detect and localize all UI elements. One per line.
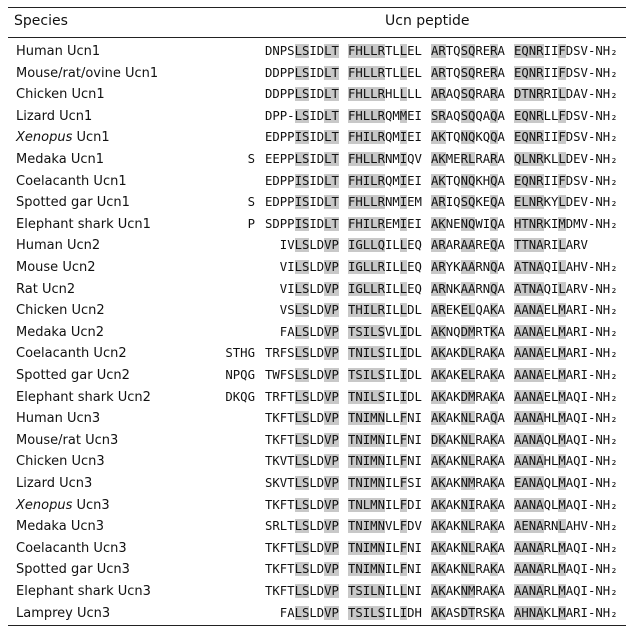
species-name: Xenopus Ucn3	[16, 497, 110, 513]
sequence-segment: FHLLRTLLEL	[348, 65, 422, 80]
sequence-segment: AKAKNLRAKA	[431, 454, 505, 469]
sequence-segment: DNPSLSIDLT	[265, 44, 339, 58]
amide-terminus: -NH₂	[588, 173, 618, 188]
table-row	[0, 42, 636, 63]
species-name: Chicken Ucn1	[16, 87, 105, 103]
table-row	[0, 258, 636, 279]
amide-terminus: -NH₂	[588, 324, 618, 339]
table-row	[0, 388, 636, 409]
species-name: Lamprey Ucn3	[16, 605, 111, 621]
sequence-segment: AKAKNLRAKA	[431, 540, 505, 555]
sequence-segment: THILRILLDL	[348, 303, 422, 318]
sequence-segment: AKAKNMRAKA	[431, 584, 505, 598]
sequence-segment: TWFSLSLDVP	[265, 368, 339, 382]
species-name: Spotted gar Ucn2	[16, 368, 130, 383]
sequence-segment: EANAQLMAQI	[514, 476, 588, 490]
sequence-segment: EQNRIIFDSV	[514, 65, 588, 80]
sequence-segment: TKFTLSLDVP	[265, 540, 339, 555]
amide-terminus: -NH₂	[588, 216, 618, 231]
sequence-segment: AANAQLMAQI	[514, 432, 588, 447]
sequence-segment: FHLLRNMIQV	[348, 152, 422, 166]
sequence-prefix: DKQG	[225, 389, 255, 404]
sequence-segment: ARARAAREQA	[431, 238, 505, 253]
sequence-segment: AANAELMARI	[514, 303, 588, 318]
sequence-segment: EQNRIIFDSV	[514, 173, 588, 188]
table-row	[0, 128, 636, 149]
sequence-segment: TNILSILIDL	[348, 389, 422, 404]
sequence-segment: FHLLRTLLEL	[348, 44, 422, 58]
sequence-segment: TNLMNILFDI	[348, 497, 422, 512]
sequence-segment: TKFTLSLDVP	[265, 432, 339, 447]
amide-terminus: -NH₂	[588, 65, 618, 80]
sequence-segment: TTNARILARV	[514, 238, 588, 253]
amide-terminus: -NH₂	[588, 130, 618, 145]
table-row	[0, 280, 636, 301]
table-row	[0, 539, 636, 560]
sequence-segment: DKAKNLRAKA	[431, 432, 505, 447]
sequence-segment: DDPPLSIDLT	[265, 65, 339, 80]
sequence-segment: TNIMNILFNI	[348, 540, 422, 555]
sequence-segment: AKMERLRARA	[431, 152, 505, 166]
amide-terminus: -NH₂	[588, 346, 618, 361]
sequence-segment: TKFTLSLDVP	[265, 584, 339, 598]
sequence-segment: AKASDTRSKA	[431, 605, 505, 620]
sequence-segment: VILSLDVP	[279, 260, 339, 274]
sequence-segment: ARYKAARNQA	[431, 260, 505, 274]
sequence-segment: AREKELQAKA	[431, 303, 505, 318]
sequence-segment: ARAQSQRARA	[431, 87, 505, 102]
table-row	[0, 582, 636, 603]
sequence-segment: TSILNILLNI	[348, 584, 422, 598]
species-name: Coelacanth Ucn3	[16, 540, 127, 556]
sequence-segment: ELNRKYLDEV	[514, 195, 588, 210]
sequence-segment: AANARLMAQI	[514, 562, 588, 577]
sequence-segment: AKTQNQKQQA	[431, 130, 505, 145]
species-name: Human Ucn2	[16, 238, 101, 254]
species-name: Elephant shark Ucn1	[16, 216, 151, 232]
sequence-segment: TNIMNILFNI	[348, 562, 422, 577]
sequence-segment: EDPPISIDLT	[265, 173, 339, 188]
amide-terminus: -NH₂	[588, 368, 618, 382]
amide-terminus: -NH₂	[588, 476, 618, 490]
sequence-segment: TNIMNILFSI	[348, 476, 422, 490]
species-name: Human Ucn3	[16, 411, 101, 427]
table-row	[0, 64, 636, 85]
sequence-segment: EDPPISIDLT	[265, 130, 339, 145]
sequence-segment: TSILSVLIDL	[348, 324, 422, 339]
sequence-segment: AKAKNLRAKA	[431, 562, 505, 577]
species-genus: Xenopus	[16, 497, 73, 513]
sequence-segment: TRFSLSLDVP	[265, 346, 339, 361]
table-row	[0, 172, 636, 193]
sequence-segment: TNIMNILFNI	[348, 432, 422, 447]
sequence-segment: AKTQNQKHQA	[431, 173, 505, 188]
sequence-segment: TKFTLSLDVP	[265, 497, 339, 512]
amide-terminus: -NH₂	[588, 454, 618, 469]
sequence-segment: ARIQSQKEQA	[431, 195, 505, 210]
sequence-segment: FHLLRNMIEM	[348, 195, 422, 210]
species-name: Mouse/rat/ovine Ucn1	[16, 65, 159, 81]
table-row	[0, 85, 636, 106]
species-name: Elephant shark Ucn3	[16, 584, 151, 599]
sequence-segment: AANAELMAQI	[514, 389, 588, 404]
sequence-segment: AENARNLAHV	[514, 519, 588, 534]
amide-terminus: -NH₂	[588, 195, 618, 210]
amide-terminus: -NH₂	[588, 519, 618, 534]
sequence-segment: FHILREMIEI	[348, 216, 422, 231]
species-name: Elephant shark Ucn2	[16, 389, 151, 405]
sequence-segment: DDPPLSIDLT	[265, 87, 339, 102]
amide-terminus: -NH₂	[588, 605, 618, 620]
bottom-rule	[8, 625, 626, 626]
sequence-segment: SRLTLSLDVP	[265, 519, 339, 534]
table-row	[0, 409, 636, 430]
table-row	[0, 517, 636, 538]
sequence-segment: TRFTLSLDVP	[265, 389, 339, 404]
table-row	[0, 193, 636, 214]
species-name: Mouse Ucn2	[16, 260, 96, 275]
table-row	[0, 431, 636, 452]
sequence-segment: FHLLRHLLLL	[348, 87, 422, 102]
table-row	[0, 301, 636, 322]
table-row	[0, 150, 636, 171]
sequence-segment: AKAKNIRAKA	[431, 497, 505, 512]
sequence-segment: EQNRIIFDSV	[514, 44, 588, 58]
sequence-segment: AANAHLMAQI	[514, 454, 588, 469]
sequence-segment: AANARLMAQI	[514, 584, 588, 598]
sequence-segment: HTNRKIMDMV	[514, 216, 588, 231]
sequence-segment: TSILSILIDH	[348, 605, 422, 620]
sequence-prefix: S	[247, 152, 255, 166]
sequence-segment: AKAKDMRAKA	[431, 389, 505, 404]
sequence-segment: TNILSILIDL	[348, 346, 422, 361]
sequence-prefix: S	[247, 195, 255, 210]
sequence-segment: FHILRQMIEI	[348, 173, 422, 188]
sequence-segment: TNIMNVLFDV	[348, 519, 422, 534]
table-row	[0, 604, 636, 625]
sequence-segment: AANAELMARI	[514, 346, 588, 361]
sequence-segment: ARTQSQRERA	[431, 44, 505, 58]
sequence-segment: TNIMNLLFNI	[348, 411, 422, 426]
amide-terminus: -NH₂	[588, 497, 618, 512]
amide-terminus: -NH₂	[588, 108, 618, 123]
sequence-segment: VSLSLDVP	[279, 303, 339, 318]
sequence-segment: SDPPISIDLT	[265, 216, 339, 231]
species-name: Chicken Ucn2	[16, 303, 105, 319]
species-name: Medaka Ucn1	[16, 152, 105, 167]
sequence-segment: DPP-LSIDLT	[265, 108, 339, 123]
sequence-segment: IVLSLDVP	[279, 238, 339, 253]
sequence-segment: ATNAQILAHV	[514, 260, 588, 274]
species-name: Lizard Ucn1	[16, 108, 93, 124]
amide-terminus: -NH₂	[588, 584, 618, 598]
species-header: Species	[14, 13, 68, 29]
amide-terminus: -NH₂	[588, 281, 618, 296]
amide-terminus: -NH₂	[588, 432, 618, 447]
sequence-segment: EDPPISIDLT	[265, 195, 339, 210]
sequence-segment: SRAQSQQAQA	[431, 108, 505, 123]
species-name: Spotted gar Ucn1	[16, 195, 130, 211]
table-row	[0, 474, 636, 495]
amide-terminus: -NH₂	[588, 260, 618, 274]
sequence-segment: DTNRRILDAV	[514, 87, 588, 102]
species-name: Chicken Ucn3	[16, 454, 105, 470]
sequence-segment: TKFTLSLDVP	[265, 411, 339, 426]
table-row	[0, 560, 636, 581]
species-genus: Xenopus	[16, 130, 73, 146]
species-name: Lizard Ucn3	[16, 476, 93, 491]
sequence-segment: AKNQDMRTKA	[431, 324, 505, 339]
sequence-segment: IGLLQILLEQ	[348, 238, 422, 253]
sequence-segment: FHLLRQMMEI	[348, 108, 422, 123]
sequence-segment: EQNRIIFDSV	[514, 130, 588, 145]
sequence-segment: AKAKNLRAQA	[431, 411, 505, 426]
species-name: Xenopus Ucn1	[16, 130, 110, 146]
sequence-prefix: STHG	[225, 346, 255, 361]
amide-terminus: -NH₂	[588, 411, 618, 426]
sequence-segment: ATNAQILARV	[514, 281, 588, 296]
amide-terminus: -NH₂	[588, 540, 618, 555]
sequence-segment: TSILSILIDL	[348, 368, 422, 382]
sequence-segment: FHILRQMIEI	[348, 130, 422, 145]
sequence-segment: AKAKELRAKA	[431, 368, 505, 382]
sequence-segment: AANAELMARI	[514, 368, 588, 382]
amide-terminus: -NH₂	[588, 303, 618, 318]
sequence-segment: FALSLDVP	[279, 324, 339, 339]
sequence-prefix: NPQG	[225, 368, 255, 382]
table-row	[0, 215, 636, 236]
sequence-segment: EQNRLLFDSV	[514, 108, 588, 123]
species-name: Spotted gar Ucn3	[16, 562, 130, 578]
table-row	[0, 323, 636, 344]
sequence-segment: AKNENQWIQA	[431, 216, 505, 231]
species-name: Rat Ucn2	[16, 281, 76, 297]
header-rule	[8, 37, 626, 38]
table-row	[0, 366, 636, 387]
sequence-segment: AANAHLMAQI	[514, 411, 588, 426]
sequence-segment: AKAKNMRAKA	[431, 476, 505, 490]
species-name: Medaka Ucn3	[16, 519, 105, 535]
sequence-segment: AANARLMAQI	[514, 540, 588, 555]
sequence-segment: QLNRKLLDEV	[514, 152, 588, 166]
sequence-segment: SKVTLSLDVP	[265, 476, 339, 490]
sequence-segment: AANAQLMAQI	[514, 497, 588, 512]
sequence-segment: AKAKNLRAKA	[431, 519, 505, 534]
sequence-segment: AANAELMARI	[514, 324, 588, 339]
sequence-segment: VILSLDVP	[279, 281, 339, 296]
sequence-segment: TNIMNILFNI	[348, 454, 422, 469]
sequence-segment: ARTQSQRERA	[431, 65, 505, 80]
sequence-segment: IGLLRILLEQ	[348, 260, 422, 274]
sequence-segment: AHNAKLMARI	[514, 605, 588, 620]
sequence-segment: TKVTLSLDVP	[265, 454, 339, 469]
sequence-prefix: P	[247, 216, 255, 231]
species-name: Coelacanth Ucn1	[16, 173, 127, 189]
table-row	[0, 344, 636, 365]
amide-terminus: -NH₂	[588, 87, 618, 102]
sequence-segment: FALSLDVP	[279, 605, 339, 620]
table-row	[0, 452, 636, 473]
sequence-segment: EEPPLSIDLT	[265, 152, 339, 166]
species-name: Human Ucn1	[16, 44, 101, 59]
peptide-header: Ucn peptide	[385, 13, 470, 29]
table-row	[0, 496, 636, 517]
sequence-segment: TKFTLSLDVP	[265, 562, 339, 577]
sequence-segment: AKAKDLRAKA	[431, 346, 505, 361]
table-row	[0, 107, 636, 128]
species-name: Coelacanth Ucn2	[16, 346, 127, 362]
amide-terminus: -NH₂	[588, 44, 618, 58]
sequence-segment: IGLLRILLEQ	[348, 281, 422, 296]
amide-terminus: -NH₂	[588, 152, 618, 166]
table-row	[0, 236, 636, 257]
top-rule	[8, 7, 626, 8]
amide-terminus: -NH₂	[588, 562, 618, 577]
sequence-segment: ARNKAARNQA	[431, 281, 505, 296]
species-name: Mouse/rat Ucn3	[16, 432, 119, 448]
amide-terminus: -NH₂	[588, 389, 618, 404]
species-name: Medaka Ucn2	[16, 324, 105, 340]
